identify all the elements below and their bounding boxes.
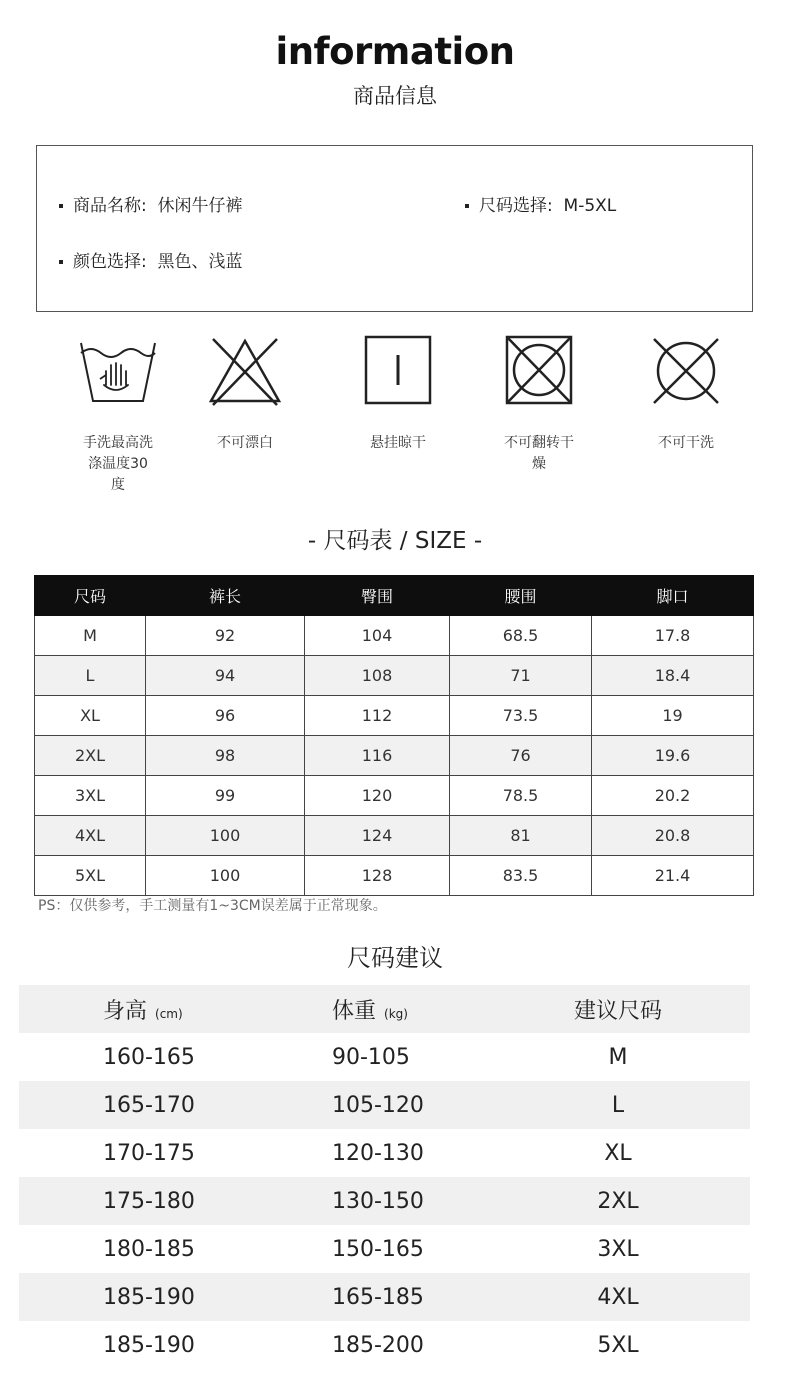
hand-wash-icon [78,335,158,407]
table-cell: 19 [592,696,754,736]
color-option-value: 黑色、浅蓝 [157,252,243,272]
table-cell: 99 [146,776,305,816]
table-cell: 112 [305,696,450,736]
table-cell: 4XL [486,1273,750,1321]
care-label-no-bleach: 不可漂白 [217,435,273,451]
table-cell: 71 [450,656,592,696]
page-title: information [275,30,515,73]
table-cell: 5XL [35,856,146,896]
table-cell: XL [604,1140,632,1166]
size-option-value: M-5XL [563,196,617,216]
table-cell: 185-190 [103,1332,195,1358]
table-cell: 90-105 [332,1044,410,1070]
bullet-icon [465,204,469,208]
care-label-no-dry-clean: 不可干洗 [658,435,714,451]
table-cell: L [486,1081,750,1129]
table-cell: 2XL [486,1177,750,1225]
table-cell: 165-170 [19,1081,246,1129]
table-cell: L [35,656,146,696]
hang-dry-icon [358,335,438,407]
table-cell: 96 [146,696,305,736]
table-cell: 98 [146,736,305,776]
table-row [35,816,754,856]
table-cell: 165-185 [246,1273,486,1321]
column-header: 臀围 [305,576,450,616]
table-cell: 108 [305,656,450,696]
table-cell: XL [35,696,146,736]
table-cell: 68.5 [450,616,592,656]
table-row [19,1273,750,1321]
care-no-dry-clean [641,335,731,454]
table-cell: 21.4 [592,856,754,896]
table-cell: 78.5 [450,776,592,816]
care-label-hand-wash: 手洗最高洗 涤温度30 度 [83,435,153,493]
product-name-value: 休闲牛仔裤 [157,196,243,216]
table-cell: 100 [146,856,305,896]
table-cell: 185-200 [332,1332,424,1358]
table-cell: 81 [450,816,592,856]
table-row [19,1177,750,1225]
table-cell: 104 [305,616,450,656]
table-cell: 170-175 [103,1140,195,1166]
table-cell: 120 [305,776,450,816]
table-cell: 128 [305,856,450,896]
table-cell: 3XL [597,1236,639,1262]
table-cell: 120-130 [332,1140,424,1166]
table-cell: 2XL [35,736,146,776]
table-row [19,1129,750,1177]
size-recommendation-heading: 尺码建议 [347,944,443,972]
no-tumble-dry-icon [499,335,579,407]
measurement-note: PS：仅供参考，手工测量有1~3CM误差属于正常现象。 [38,898,387,914]
table-cell: 92 [146,616,305,656]
table-row [19,1033,750,1081]
table-cell: 5XL [597,1332,639,1358]
table-row [35,736,754,776]
table-cell: 3XL [35,776,146,816]
table-cell: 4XL [35,816,146,856]
product-info-box [36,145,753,312]
table-cell: 175-180 [19,1177,246,1225]
color-option-item [59,247,243,272]
table-cell: 130-150 [246,1177,486,1225]
size-option-item [465,191,616,216]
size-chart-table [34,575,754,896]
care-hang-dry [353,335,443,454]
table-row [35,776,754,816]
table-cell: 124 [305,816,450,856]
care-no-bleach [200,335,290,454]
table-row [35,696,754,736]
table-cell: 185-190 [19,1273,246,1321]
table-cell: 73.5 [450,696,592,736]
table-cell: 19.6 [592,736,754,776]
column-header-height: 身高 (cm) [19,985,246,1033]
color-option-label: 颜色选择: [73,252,147,272]
table-cell: 18.4 [592,656,754,696]
size-chart-heading: - 尺码表 / SIZE - [307,528,483,554]
table-row [19,1081,750,1129]
table-cell: M [35,616,146,656]
table-cell: 76 [450,736,592,776]
column-header: 腰围 [450,576,592,616]
table-cell: 105-120 [246,1081,486,1129]
table-row [35,616,754,656]
table-cell: M [608,1044,628,1070]
care-no-tumble-dry [494,335,584,475]
care-label-hang-dry: 悬挂晾干 [370,435,426,451]
table-row [19,1225,750,1273]
column-header: 脚口 [592,576,754,616]
table-cell: 17.8 [592,616,754,656]
table-cell: 150-165 [332,1236,424,1262]
recommendation-header-row [19,985,750,1033]
table-row [19,1321,750,1369]
bullet-icon [59,260,63,264]
page-subtitle: 商品信息 [353,84,437,108]
table-row [35,656,754,696]
no-dry-clean-icon [646,335,726,407]
size-chart-header-row [35,576,754,616]
table-cell: 180-185 [103,1236,195,1262]
table-cell: 100 [146,816,305,856]
column-header: 裤长 [146,576,305,616]
column-header-weight: 体重 (kg) [246,985,486,1033]
table-cell: 116 [305,736,450,776]
column-header: 尺码 [35,576,146,616]
table-cell: 160-165 [103,1044,195,1070]
table-cell: 83.5 [450,856,592,896]
care-hand-wash [73,335,163,496]
product-name-label: 商品名称: [73,196,147,216]
table-row [35,856,754,896]
product-name-item [59,191,243,216]
table-cell: 94 [146,656,305,696]
column-header-size: 建议尺码 [486,985,750,1033]
size-recommendation-table [19,985,750,1369]
size-option-label: 尺码选择: [479,196,553,216]
table-cell: 20.2 [592,776,754,816]
table-cell: 20.8 [592,816,754,856]
no-bleach-icon [205,335,285,407]
bullet-icon [59,204,63,208]
care-label-no-tumble-dry: 不可翻转干 燥 [504,435,574,472]
